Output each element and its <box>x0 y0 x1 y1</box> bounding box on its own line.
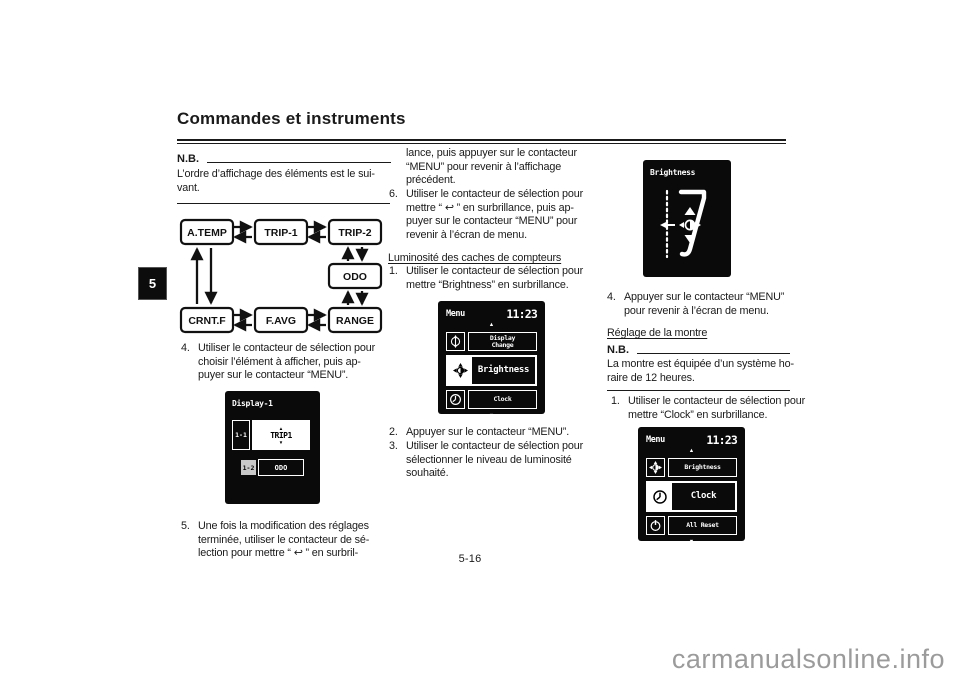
list-item-step6 <box>389 188 583 242</box>
brightness-icon <box>448 357 472 384</box>
menu-item-label <box>468 332 537 351</box>
list-item-step1-brightness <box>389 265 583 292</box>
list-body <box>198 342 375 383</box>
screen-title: Display-1 <box>232 399 273 408</box>
page-number: 5-16 <box>458 553 482 565</box>
note-rule <box>207 162 391 163</box>
section-heading-clock: Réglage de la montre <box>607 327 708 339</box>
text-line: terminée, utiliser le contacteur de sé- <box>198 533 370 546</box>
note-rule <box>637 353 790 354</box>
menu-header <box>646 433 737 447</box>
down-arrow-icon: ▼ <box>488 413 495 419</box>
list-number: 1. <box>389 265 398 277</box>
slot-1-2-value: ODO <box>258 459 304 476</box>
note-text <box>177 168 375 195</box>
clock-time: 11:23 <box>706 433 737 447</box>
diagram-node-label: TRIP-1 <box>264 227 298 239</box>
text-line: Change <box>491 340 514 349</box>
up-arrow-icon: ▲ <box>688 448 695 454</box>
slot-1-1-label: 1-1 <box>232 420 250 450</box>
list-body <box>628 395 805 422</box>
list-number: 1. <box>611 395 620 407</box>
menu-item-label: Clock <box>690 491 717 501</box>
menu-item-brightness <box>646 457 737 478</box>
text-line: revenir à l’écran de menu. <box>406 228 527 241</box>
diagram-node-label: A.TEMP <box>187 227 227 239</box>
text-line: lection pour mettre “ ↩ ” en surbril- <box>198 547 359 560</box>
text-line: Utiliser le contacteur de sélection pour <box>628 395 806 407</box>
clock-time: 11:23 <box>506 307 537 321</box>
text-line: Utiliser le contacteur de sélection pour <box>198 342 376 354</box>
diagram-node-label: RANGE <box>336 315 374 327</box>
text-line: mettre “Clock” en surbrillance. <box>628 408 768 421</box>
text-line: raire de 12 heures. <box>607 371 695 384</box>
note-header <box>177 153 391 165</box>
text-line: mettre “ ↩ ” en surbrillance, puis ap- <box>406 201 574 214</box>
text-line: Utiliser le contacteur de sélection pour <box>406 265 584 277</box>
list-body <box>624 291 784 318</box>
slot-1-2-label: 1-2 <box>241 460 256 475</box>
down-arrow-icon: ▼ <box>688 539 695 545</box>
note-label: N.B. <box>607 344 629 356</box>
list-number: 4. <box>607 291 616 303</box>
text-line: lance, puis appuyer sur le contacteur <box>406 147 577 159</box>
display1-row-1 <box>232 420 313 450</box>
list-number: 6. <box>389 188 398 200</box>
power-icon <box>646 516 665 535</box>
menu-item-label: Brightness <box>477 365 530 375</box>
screen-title: Brightness <box>650 168 696 177</box>
diagram-node-label: CRNT.F <box>188 315 226 327</box>
text-line: Utiliser le contacteur de sélection pour <box>406 440 584 452</box>
brightness-gauge-graphic <box>659 185 715 263</box>
brightness-screen <box>643 160 731 277</box>
paragraph-continuation <box>406 147 577 188</box>
list-item-step2 <box>389 426 569 440</box>
note-label: N.B. <box>177 153 199 165</box>
menu-item-clock <box>446 389 537 410</box>
text-line: “MENU” pour revenir à l’affichage <box>406 160 562 173</box>
list-number: 5. <box>181 520 190 532</box>
text-line: Display <box>489 333 516 342</box>
slot-1-1-value-text: TRIP1 <box>270 430 292 440</box>
list-body <box>406 426 569 440</box>
slot-1-1-value <box>252 420 310 450</box>
text-line: Appuyer sur le contacteur “MENU” <box>624 291 785 303</box>
menu-header <box>446 307 537 321</box>
list-item-step3 <box>389 440 583 481</box>
display-change-icon <box>446 332 465 351</box>
menu-item-label: All Reset <box>668 516 737 535</box>
text-line: Utiliser le contacteur de sélection pour <box>406 188 584 200</box>
list-item-step4-right <box>607 291 784 318</box>
divider <box>177 203 390 204</box>
page-title: Commandes et instruments <box>177 109 406 128</box>
menu-title: Menu <box>646 435 665 445</box>
note-header <box>607 344 790 356</box>
title-rule <box>177 139 786 144</box>
list-number: 2. <box>389 426 398 438</box>
text-line: pour revenir à l’écran de menu. <box>624 304 769 317</box>
down-arrow-icon: ▼ <box>278 439 284 445</box>
clock-icon <box>648 483 672 510</box>
text-line: Appuyer sur le contacteur “MENU”. <box>406 426 570 438</box>
diagram-node-label: F.AVG <box>265 315 297 327</box>
menu-item-display-change <box>446 331 537 352</box>
text-line: puyer sur le contacteur “MENU”. <box>198 369 349 382</box>
menu-item-clock <box>646 481 737 512</box>
diagram-node-label: TRIP-2 <box>338 227 372 239</box>
divider <box>607 390 790 391</box>
menu-item-label: Brightness <box>668 458 737 477</box>
list-body <box>198 520 369 561</box>
note-text <box>607 358 794 385</box>
text-line: L’ordre d’affichage des éléments est le sui- <box>177 168 375 180</box>
menu-item-brightness <box>446 355 537 386</box>
menu-item-all-reset <box>646 515 737 536</box>
diagram-node-label: ODO <box>343 271 367 283</box>
menu-screen-clock <box>638 427 745 545</box>
text-line: Une fois la modification des réglages <box>198 520 369 532</box>
text-line: souhaité. <box>406 467 449 480</box>
brightness-icon <box>646 458 665 477</box>
display1-row-2 <box>241 459 313 476</box>
menu-screen-brightness <box>438 301 545 419</box>
clock-icon <box>446 390 465 409</box>
list-number: 3. <box>389 440 398 452</box>
list-number: 4. <box>181 342 190 354</box>
menu-item-label: Clock <box>468 390 537 409</box>
list-body <box>406 188 583 242</box>
display1-screen <box>225 391 320 504</box>
text-line: vant. <box>177 181 200 194</box>
watermark: carmanualsonline.info <box>671 644 945 674</box>
text-line: mettre “Brightness” en surbrillance. <box>406 278 569 291</box>
list-item-step5 <box>181 520 369 561</box>
text-line: choisir l’élément à afficher, puis ap- <box>198 355 361 368</box>
text-line: précédent. <box>406 174 456 187</box>
display-cycle-diagram <box>179 216 384 338</box>
list-body <box>406 265 583 292</box>
text-line: puyer sur le contacteur “MENU” pour <box>406 215 578 228</box>
list-body <box>406 440 583 481</box>
text-line: sélectionner le niveau de luminosité <box>406 453 572 466</box>
section-heading-brightness: Luminosité des caches de compteurs <box>388 252 562 264</box>
list-item-step4 <box>181 342 375 383</box>
up-arrow-icon: ▲ <box>488 322 495 328</box>
list-item-step1-clock <box>611 395 805 422</box>
menu-title: Menu <box>446 309 465 319</box>
chapter-tab: 5 <box>138 267 167 300</box>
up-arrow-icon: ▲ <box>278 425 284 431</box>
text-line: La montre est équipée d’un système ho- <box>607 358 794 370</box>
